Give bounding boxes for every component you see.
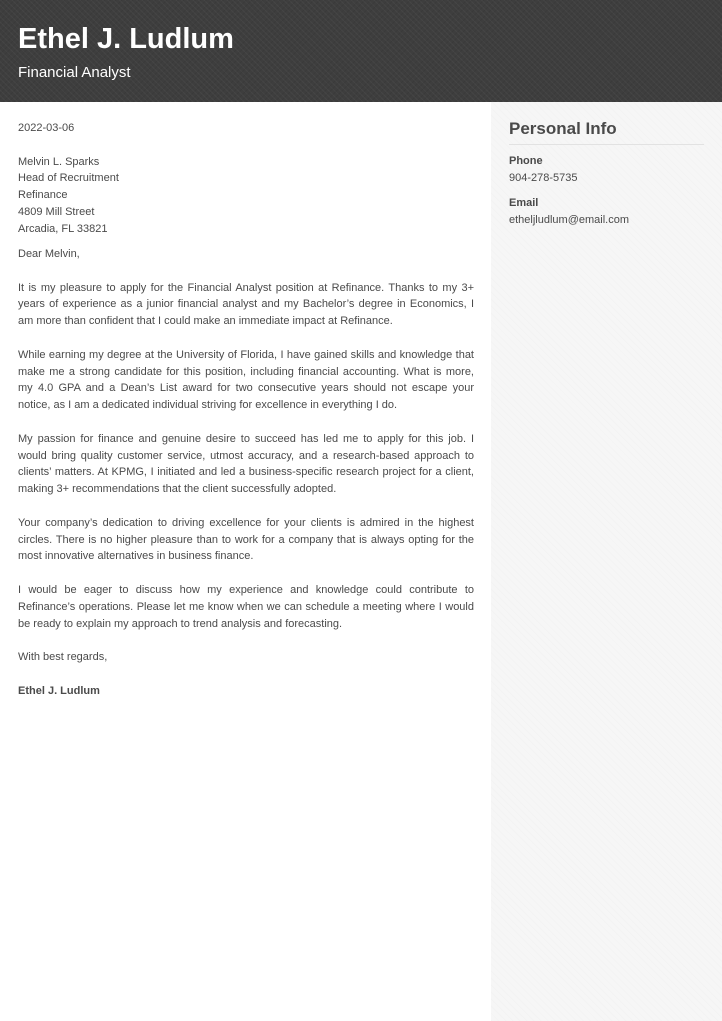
recipient-city: Arcadia, FL 33821 bbox=[18, 222, 108, 235]
header-banner bbox=[0, 0, 722, 102]
email-value: etheljludlum@email.com bbox=[509, 214, 629, 226]
body-paragraph: I would be eager to discuss how my experience and knowledge could contribute to Refinance’s operations. Please let me know when we can schedule a meeting where I would be ready to explain my approach to trend analysis and forecasting. bbox=[18, 583, 474, 630]
email-label: Email bbox=[509, 197, 539, 209]
body-paragraph: While earning my degree at the University of Florida, I have gained skills and knowledge that make me a strong candidate for this position, including financial accounting. What is more, my 4.0 GPA and a Dean’s List award for two consecutive years should not escape your notice, as I am a dedicated individual striving for excellence in everything I do. bbox=[18, 348, 474, 412]
personal-info-heading: Personal Info bbox=[509, 118, 704, 145]
applicant-name: Ethel J. Ludlum bbox=[18, 23, 234, 55]
recipient-street: 4809 Mill Street bbox=[18, 205, 95, 218]
greeting: Dear Melvin, bbox=[18, 247, 80, 260]
job-title: Financial Analyst bbox=[18, 64, 131, 81]
letter-date: 2022-03-06 bbox=[18, 122, 75, 134]
closing: With best regards, bbox=[18, 651, 108, 664]
letter-body bbox=[18, 120, 474, 699]
recipient-company: Refinance bbox=[18, 189, 68, 202]
body-paragraph: My passion for finance and genuine desire to succeed has led me to apply for this job. I would bring quality customer service, utmost accuracy, and a research-based approach to clients’ matters. At KPMG, I initiated and led a business-specific research project for a client, making 3+ recommendations that the client successfully adopted. bbox=[18, 432, 474, 496]
body-paragraph: It is my pleasure to apply for the Financial Analyst position at Refinance. Thanks to my 3+ years of experience as a junior financial analyst and my Bachelor’s degree in Economics, I am more than confident that I could make an immediate impact at Refinance. bbox=[18, 281, 474, 328]
recipient-name: Melvin L. Sparks bbox=[18, 155, 100, 168]
body-paragraph: Your company’s dedication to driving excellence for your clients is admired in the highest circles. There is no higher pleasure than to work for a company that is always opting for the most innovative alternatives in business finance. bbox=[18, 516, 474, 563]
recipient-block bbox=[18, 154, 474, 238]
signature-name: Ethel J. Ludlum bbox=[18, 684, 100, 697]
phone-label: Phone bbox=[509, 155, 543, 167]
recipient-title: Head of Recruitment bbox=[18, 172, 119, 185]
phone-value: 904-278-5735 bbox=[509, 172, 578, 184]
sidebar bbox=[491, 102, 722, 1021]
